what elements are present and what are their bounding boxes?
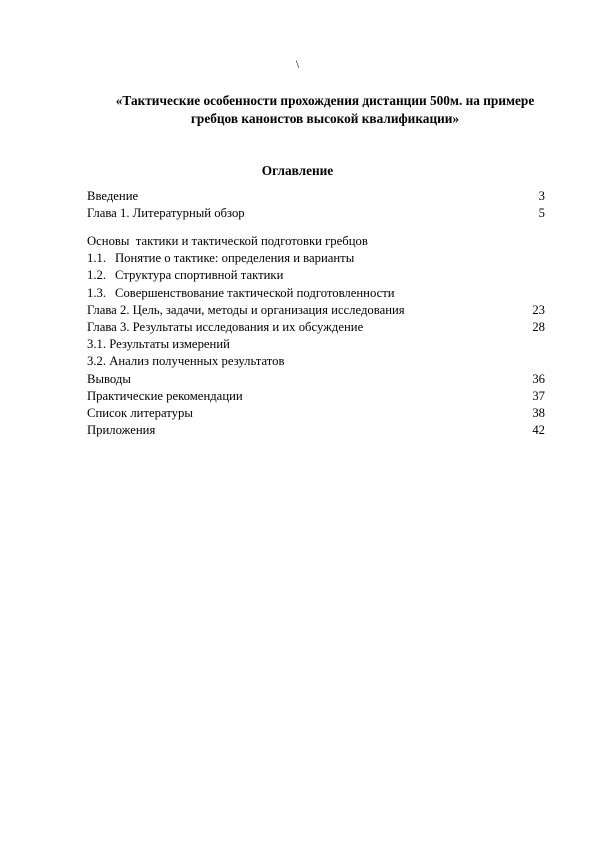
toc-section-number: 1.2. [87,268,107,283]
toc-entry-label: 3.1. Результаты измерений [87,337,230,352]
toc-entry-label: Выводы [87,371,131,386]
toc-section-number: 1.1. [87,251,107,266]
toc-entry-label: Практические рекомендации [87,388,243,403]
toc-entry-appendices [87,422,545,439]
stray-backslash-mark: \ [295,57,300,71]
toc-entry-label [87,285,395,302]
document-title [90,92,560,128]
toc-entry-chapter-1 [87,205,545,222]
toc-entry-references [87,405,545,422]
toc-section-title: Совершенствование тактической подготовленности [115,285,395,300]
toc-entry-label: Основы тактики и тактической подготовки гребцов [87,234,368,248]
toc-entry-section-1-3 [87,285,545,302]
toc-entry-tactics-basics [87,233,545,250]
toc-entry-conclusions [87,371,545,388]
toc-section-number: 1.3. [87,285,107,300]
toc-entry-section-3-2 [87,353,545,370]
toc-entry-introduction [87,188,545,205]
toc-heading: Оглавление [261,163,334,178]
table-of-contents-top [87,188,545,222]
toc-entry-page: 3 [538,189,545,203]
title-line-2: гребцов каноистов высокой квалификации» [190,111,460,126]
toc-entry-section-1-1 [87,250,545,267]
toc-entry-page: 38 [532,405,545,420]
toc-entry-label: Глава 1. Литературный обзор [87,206,245,221]
table-of-contents-main [87,233,545,439]
toc-section-title: Структура спортивной тактики [115,268,284,283]
toc-entry-page: 23 [532,302,545,317]
toc-entry-recommendations [87,388,545,405]
toc-entry-label [87,250,354,267]
toc-entry-page: 42 [532,423,545,438]
toc-entry-page: 28 [532,319,545,334]
toc-entry-label: Введение [87,189,139,203]
toc-entry-label: Глава 2. Цель, задачи, методы и организация исследования [87,302,405,317]
toc-entry-page: 5 [538,206,545,221]
toc-section-title: Понятие о тактике: определения и варианты [115,251,355,266]
toc-entry-section-1-2 [87,267,545,284]
toc-entry-label: 3.2. Анализ полученных результатов [87,354,285,369]
toc-entry-label [87,267,283,284]
title-line-1: «Тактические особенности прохождения дистанции 500м. на примере [115,93,535,108]
toc-entry-page: 36 [532,371,545,386]
toc-entry-section-3-1 [87,336,545,353]
toc-entry-label: Приложения [87,423,156,438]
toc-entry-chapter-3 [87,319,545,336]
toc-entry-label: Список литературы [87,405,193,420]
toc-entry-label: Глава 3. Результаты исследования и их обсуждение [87,319,364,334]
toc-entry-page: 37 [532,388,545,403]
toc-entry-chapter-2 [87,302,545,319]
